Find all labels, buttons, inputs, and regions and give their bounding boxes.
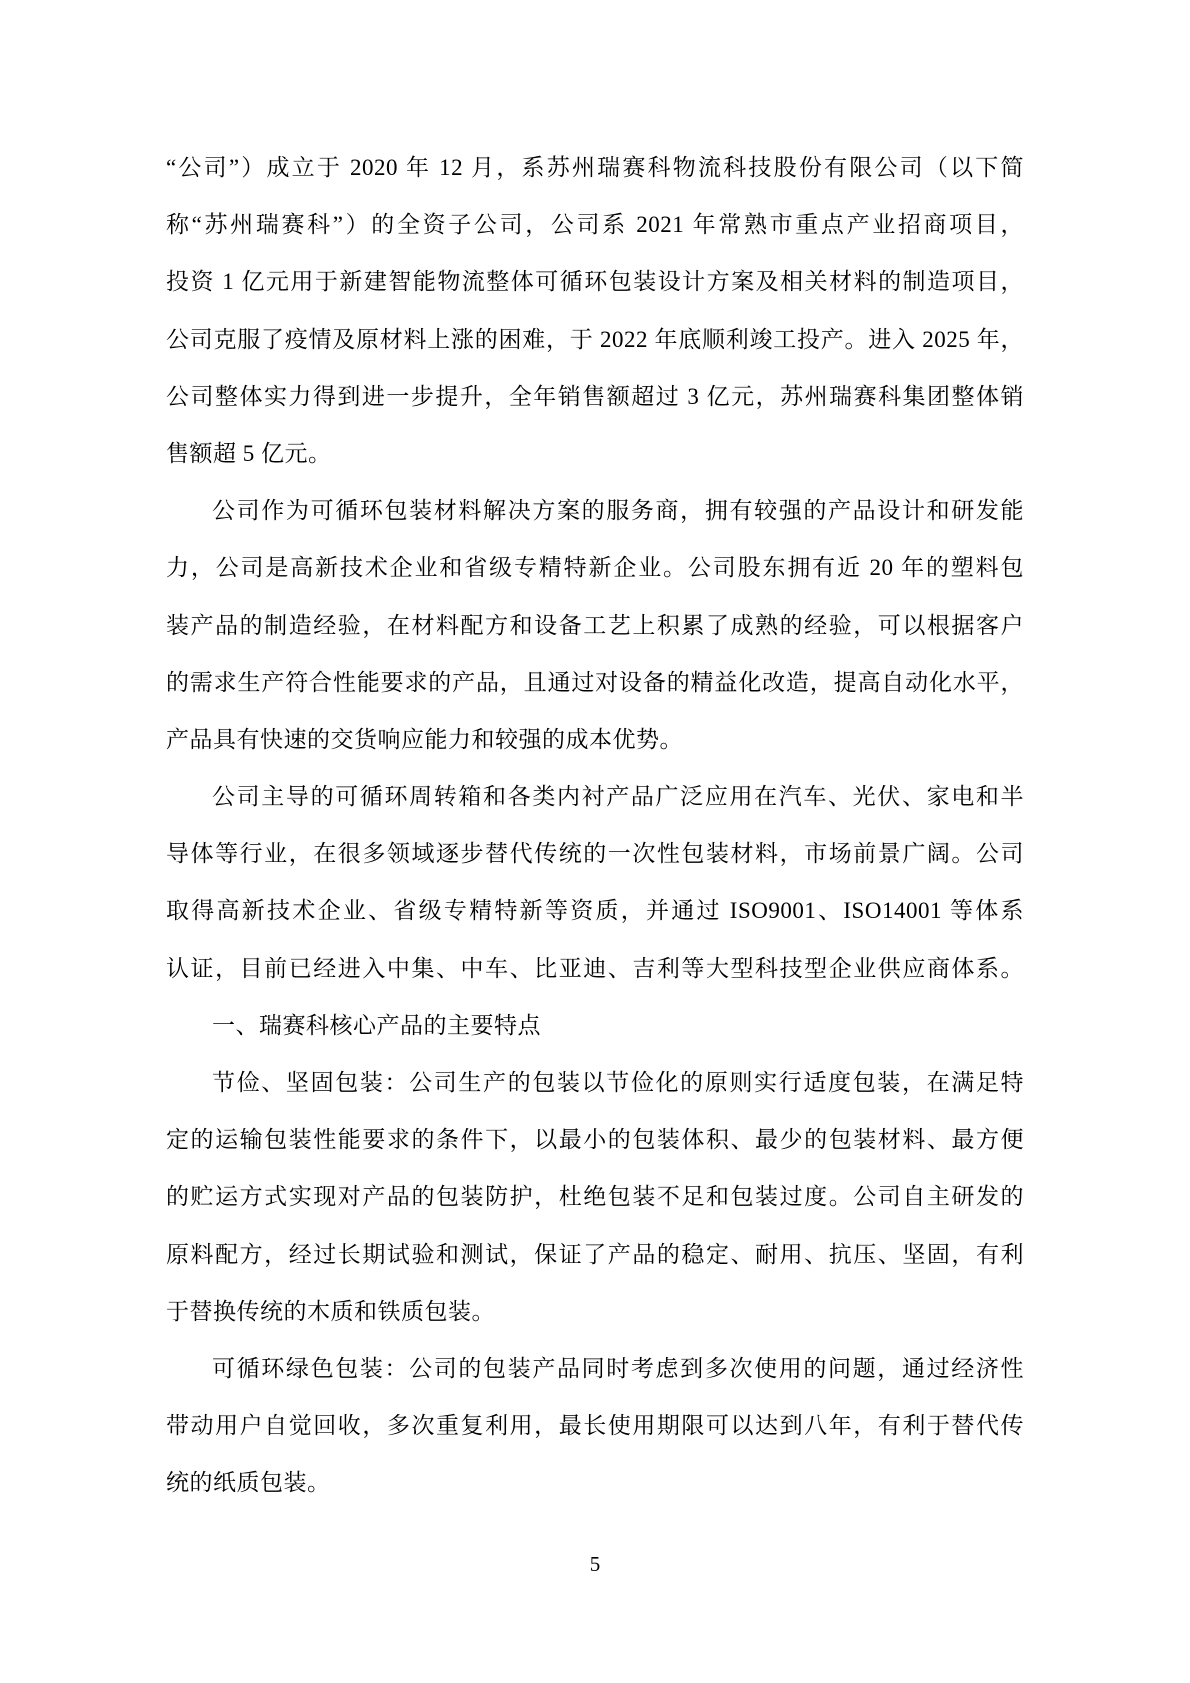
text-line: 可循环绿色包装：公司的包装产品同时考虑到多次使用的问题，通过经济性 xyxy=(212,1355,1024,1381)
text-line: 投资 1 亿元用于新建智能物流整体可循环包装设计方案及相关材料的制造项目， xyxy=(166,269,1024,295)
text-line: 公司主导的可循环周转箱和各类内衬产品广泛应用在汽车、光伏、家电和半 xyxy=(212,784,1024,810)
text-line: 称“苏州瑞赛科”）的全资子公司，公司系 2021 年常熟市重点产业招商项目， xyxy=(166,212,1024,238)
text-line: 公司克服了疫情及原材料上涨的困难，于 2022 年底顺利竣工投产。进入 2025 年， xyxy=(166,326,1024,352)
text-line: 力，公司是高新技术企业和省级专精特新企业。公司股东拥有近 20 年的塑料包 xyxy=(166,555,1024,581)
text-line: 导体等行业，在很多领域逐步替代传统的一次性包装材料，市场前景广阔。公司 xyxy=(166,841,1024,867)
text-line: 统的纸质包装。 xyxy=(166,1470,331,1496)
text-line: 的贮运方式实现对产品的包装防护，杜绝包装不足和包装过度。公司自主研发的 xyxy=(166,1184,1024,1210)
text-line: 公司整体实力得到进一步提升，全年销售额超过 3 亿元，苏州瑞赛科集团整体销 xyxy=(166,383,1024,409)
text-line: “公司”）成立于 2020 年 12 月，系苏州瑞赛科物流科技股份有限公司（以下简 xyxy=(166,155,1024,180)
text-line: 原料配方，经过长期试验和测试，保证了产品的稳定、耐用、抗压、坚固，有利 xyxy=(166,1241,1024,1267)
text-line: 节俭、坚固包装：公司生产的包装以节俭化的原则实行适度包装，在满足特 xyxy=(212,1070,1024,1095)
text-line: 认证，目前已经进入中集、中车、比亚迪、吉利等大型科技型企业供应商体系。 xyxy=(166,955,1024,981)
text-line: 产品具有快速的交货响应能力和较强的成本优势。 xyxy=(166,726,683,752)
text-line: 取得高新技术企业、省级专精特新等资质，并通过 ISO9001、ISO14001 等体系 xyxy=(166,898,1024,924)
text-line: 售额超 5 亿元。 xyxy=(166,440,332,466)
text-line: 一、瑞赛科核心产品的主要特点 xyxy=(212,1012,541,1038)
document-body xyxy=(166,139,1024,1512)
text-line: 带动用户自觉回收，多次重复利用，最长使用期限可以达到八年，有利于替代传 xyxy=(166,1413,1024,1439)
text-line: 公司作为可循环包装材料解决方案的服务商，拥有较强的产品设计和研发能 xyxy=(212,498,1024,524)
text-line: 的需求生产符合性能要求的产品，且通过对设备的精益化改造，提高自动化水平， xyxy=(166,669,1024,695)
text-line: 装产品的制造经验，在材料配方和设备工艺上积累了成熟的经验，可以根据客户 xyxy=(166,612,1024,638)
text-line: 定的运输包装性能要求的条件下，以最小的包装体积、最少的包装材料、最方便 xyxy=(166,1127,1024,1153)
page-number: 5 xyxy=(589,1552,601,1576)
page-footer xyxy=(0,1550,1190,1578)
text-line: 于替换传统的木质和铁质包装。 xyxy=(166,1298,495,1324)
